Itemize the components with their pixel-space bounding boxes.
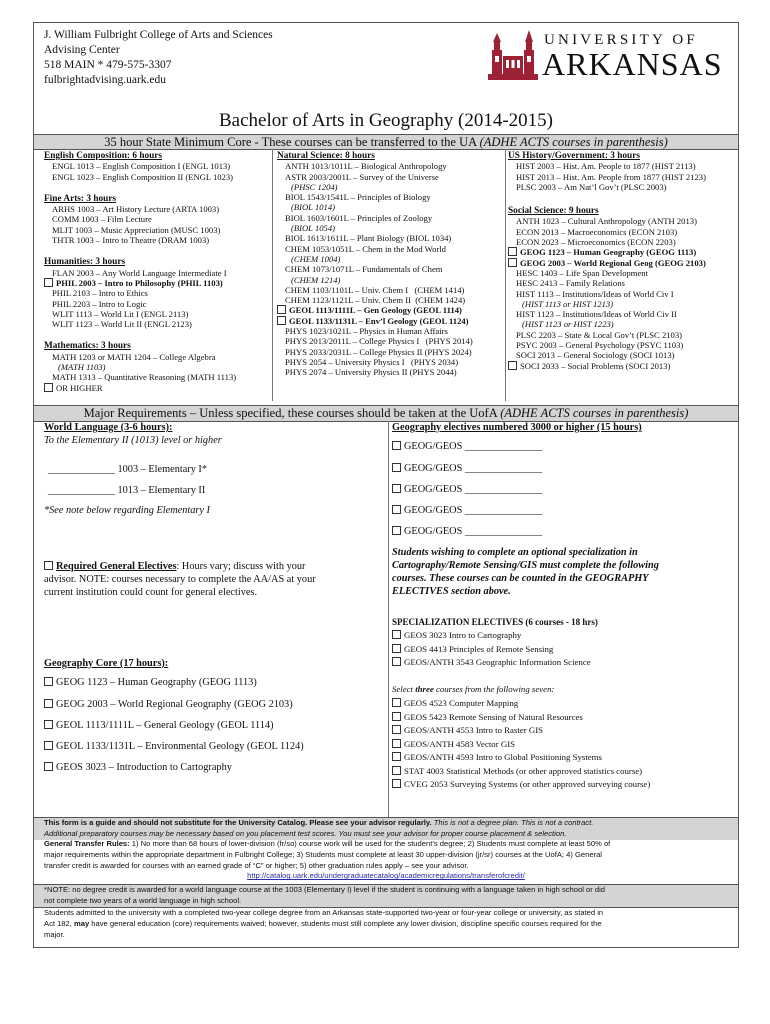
catalog-link[interactable]: http://catalog.uark.edu/undergraduatecatalog/academicregulations/transferofcredit/ bbox=[247, 871, 525, 881]
course-flan2003: FLAN 2003 – Any World Language Intermediate I bbox=[52, 267, 227, 278]
course-phil2203: PHIL 2203 – Intro to Logic bbox=[52, 298, 147, 309]
course-arhs1003: ARHS 1003 – Art History Lecture (ARTA 1003) bbox=[52, 204, 220, 215]
us-history-heading: US History/Government: 3 hours bbox=[508, 151, 640, 161]
major-bar-text: Major Requirements – Unless specified, these courses should be taken at the UofA bbox=[83, 406, 498, 420]
course-chem1123: CHEM 1123/1121L – Univ. Chem II (CHEM 1424) bbox=[285, 295, 466, 306]
course-soci2013: SOCI 2013 – General Sociology (SOCI 1013) bbox=[516, 350, 675, 361]
course-hist2013: HIST 2013 – Hist. Am. People from 1877 (HIST 2123) bbox=[516, 171, 706, 182]
course-psyc2003: PSYC 2003 – General Psychology (PSYC 1103) bbox=[516, 340, 684, 351]
footer-transfer bbox=[34, 839, 738, 882]
college-address bbox=[44, 28, 273, 88]
checkbox[interactable] bbox=[392, 739, 401, 748]
course-phys1023: PHYS 1023/1021L – Physics in Human Affairs bbox=[285, 326, 448, 337]
checkbox[interactable] bbox=[277, 305, 286, 314]
core-divider-2 bbox=[505, 149, 506, 401]
core-row-geos3023[interactable]: GEOS 3023 – Introduction to Cartography bbox=[44, 762, 232, 773]
course-soci2033: SOCI 2033 – Social Problems (SOCI 2013) bbox=[508, 361, 736, 371]
specialization-intro bbox=[392, 546, 659, 598]
advising-center: Advising Center bbox=[44, 44, 120, 56]
core-bar-text: 35 hour State Minimum Core - These courses can be transferred to the UA bbox=[104, 135, 477, 149]
course-biol1613: BIOL 1613/1611L – Plant Biology (BIOL 1034) bbox=[285, 233, 452, 244]
elective-row-5[interactable]: GEOG/GEOS _______________ bbox=[392, 526, 542, 537]
checkbox[interactable] bbox=[392, 630, 401, 639]
note-line-1: *NOTE: no degree credit is awarded for a world language course at the 1003 (Elementary I) level if the student is continuing with a language taken in high school or did bbox=[44, 885, 605, 894]
checkbox[interactable] bbox=[392, 752, 401, 761]
course-phil2003: PHIL 2003 – Intro to Philosophy (PHIL 1103) bbox=[44, 278, 269, 288]
lang-elementary-i[interactable]: _____________ 1003 – Elementary I* bbox=[48, 464, 208, 475]
transfer-text-3: transfer credit is awarded for courses with an earned grade of “C” or higher; 5) other graduation rules apply – see your advisor. bbox=[44, 860, 469, 870]
spec-options-list bbox=[392, 697, 650, 792]
admission-line-3: major. bbox=[44, 929, 65, 939]
electives-block bbox=[392, 421, 642, 434]
spec-intro-1: Students wishing to complete an optional specialization in bbox=[392, 547, 638, 558]
spec-opt-3[interactable]: GEOS/ANTH 4553 Intro to Raster GIS bbox=[392, 724, 650, 738]
social-science-heading: Social Science: 9 hours bbox=[508, 206, 599, 217]
course-hesc1403: HESC 1403 – Life Span Development bbox=[516, 267, 648, 278]
course-biol1603-acts: (BIOL 1054) bbox=[291, 223, 336, 234]
checkbox[interactable] bbox=[392, 505, 401, 514]
course-phys2054: PHYS 2054 – University Physics I (PHYS 2034) bbox=[285, 356, 459, 367]
course-geog2003: GEOG 2003 – World Regional Geog (GEOG 2103) bbox=[508, 258, 736, 268]
checkbox[interactable] bbox=[44, 278, 53, 287]
checkbox[interactable] bbox=[44, 561, 53, 570]
math-heading: Mathematics: 3 hours bbox=[44, 341, 131, 352]
course-astr2003: ASTR 2003/2001L – Survey of the Universe bbox=[285, 171, 439, 182]
footer-admission: Students admitted to the university with a completed two-year college degree from an Arkansas state-supported two-year or four-year college or university, as stated in Act 182, may have general education (core) requirements waived; however, students must still complete any lower division, discipline specific courses required for the major. bbox=[34, 908, 738, 940]
elective-row-3[interactable]: GEOG/GEOS _______________ bbox=[392, 484, 542, 495]
checkbox[interactable] bbox=[392, 766, 401, 775]
spec-intro-3: courses. These courses can be counted in the GEOGRAPHY bbox=[392, 573, 649, 584]
general-electives-block bbox=[44, 560, 316, 599]
checkbox[interactable] bbox=[392, 712, 401, 721]
general-electives-heading: Required General Electives bbox=[56, 561, 177, 572]
course-phys2013: PHYS 2013/2011L – College Physics I (PHYS 2014) bbox=[285, 336, 473, 347]
spec-opt-5[interactable]: GEOS/ANTH 4593 Intro to Global Positioning Systems bbox=[392, 751, 650, 765]
logo-university-of: UNIVERSITY OF bbox=[544, 32, 698, 48]
admission-line-1: Students admitted to the university with a completed two-year college degree from an Arkansas state-supported two-year or four-year college or university, as stated in bbox=[44, 908, 604, 917]
general-electives-text-1: : Hours vary; discuss with your bbox=[176, 561, 306, 572]
course-math1313: MATH 1313 – Quantitative Reasoning (MATH 1113) bbox=[52, 372, 237, 383]
core-column-middle bbox=[277, 151, 503, 378]
lang-elementary-ii[interactable]: _____________ 1013 – Elementary II bbox=[48, 485, 206, 496]
course-engl1023: ENGL 1023 – English Composition II (ENGL 1023) bbox=[52, 171, 234, 182]
course-anth1013: ANTH 1013/1011L – Biological Anthropology bbox=[285, 161, 447, 172]
general-electives-text-2: advisor. NOTE: courses necessary to complete the AA/AS at your bbox=[44, 574, 316, 585]
course-mlit1003: MLIT 1003 – Music Appreciation (MUSC 1003) bbox=[52, 224, 221, 235]
university-logo bbox=[486, 30, 726, 82]
world-language-sub: To the Elementary II (1013) level or higher bbox=[44, 435, 222, 446]
spec-required-list bbox=[392, 629, 591, 670]
course-or-higher: OR HIGHER bbox=[44, 383, 269, 393]
transfer-text-1: 1) No more than 68 hours of lower-division (fr/so) course work will be used for the student’s degree; 2) Students must complete at least 50% of bbox=[129, 839, 611, 848]
old-main-icon bbox=[486, 30, 540, 82]
course-geog1123: GEOG 1123 – Human Geography (GEOG 1113) bbox=[508, 247, 736, 257]
checkbox[interactable] bbox=[392, 657, 401, 666]
general-electives-text-3: current institution could count for general electives. bbox=[44, 587, 258, 598]
course-chem1053: CHEM 1053/1051L – Chem in the Mod World bbox=[285, 243, 446, 254]
course-chem1103: CHEM 1103/1101L – Univ. Chem I (CHEM 1414) bbox=[285, 284, 465, 295]
course-astr2003-acts: (PHSC 1204) bbox=[291, 181, 338, 192]
checkbox[interactable] bbox=[44, 720, 53, 729]
checkbox[interactable] bbox=[392, 441, 401, 450]
spec-select-instruction: Select three courses from the following seven: bbox=[392, 684, 555, 694]
course-plsc2003: PLSC 2003 – Am Nat’l Gov’t (PLSC 2003) bbox=[516, 181, 667, 192]
course-hist1123-acts: (HIST 1123 or HIST 1223) bbox=[522, 319, 614, 330]
guide-italic: This is not a degree plan. This is not a contract. bbox=[431, 818, 594, 827]
world-language-block bbox=[44, 421, 222, 447]
checkbox[interactable] bbox=[392, 698, 401, 707]
major-section-bar bbox=[34, 405, 738, 422]
core-column-right bbox=[508, 151, 736, 371]
guide-line2: Additional preparatory courses may be necessary based on you placement test scores. You must see your advisor for proper course placement & selection. bbox=[44, 828, 567, 838]
core-section-bar bbox=[34, 134, 738, 150]
course-phil2103: PHIL 2103 – Intro to Ethics bbox=[52, 288, 148, 299]
course-chem1073: CHEM 1073/1071L – Fundamentals of Chem bbox=[285, 264, 443, 275]
spec-req-2[interactable]: GEOS 4413 Principles of Remote Sensing bbox=[392, 643, 591, 657]
core-divider-1 bbox=[272, 149, 273, 401]
world-language-heading: World Language (3-6 hours): bbox=[44, 422, 173, 433]
checkbox[interactable] bbox=[392, 644, 401, 653]
electives-heading: Geography electives numbered 3000 or higher (15 hours) bbox=[392, 422, 642, 433]
spec-opt-1[interactable]: GEOS 4523 Computer Mapping bbox=[392, 697, 650, 711]
course-geol1133: GEOL 1133/1131L – Env’l Geology (GEOL 1124) bbox=[277, 316, 503, 326]
course-plsc2203: PLSC 2203 – State & Local Gov’t (PLSC 2103) bbox=[516, 329, 682, 340]
geography-core-block bbox=[44, 657, 168, 670]
checkbox[interactable] bbox=[392, 725, 401, 734]
core-column-left bbox=[44, 151, 269, 393]
spec-intro-4: ELECTIVES section above. bbox=[392, 586, 511, 597]
core-row-geog1123[interactable]: GEOG 1123 – Human Geography (GEOG 1113) bbox=[44, 677, 257, 688]
footer-guide bbox=[34, 817, 738, 840]
course-engl1013: ENGL 1013 – English Composition I (ENGL 1013) bbox=[52, 161, 231, 172]
humanities-heading: Humanities: 3 hours bbox=[44, 257, 126, 268]
advising-url: fulbrightadvising.uark.edu bbox=[44, 74, 167, 86]
core-row-geol1133[interactable]: GEOL 1133/1131L – Environmental Geology (GEOL 1124) bbox=[44, 741, 304, 752]
course-biol1543: BIOL 1543/1541L – Principles of Biology bbox=[285, 192, 431, 203]
college-name: J. William Fulbright College of Arts and Sciences bbox=[44, 29, 273, 41]
footer-note bbox=[34, 884, 738, 908]
checkbox[interactable] bbox=[392, 526, 401, 535]
page-title: Bachelor of Arts in Geography (2014-2015) bbox=[218, 110, 553, 131]
checkbox[interactable] bbox=[44, 677, 53, 686]
course-math1203: MATH 1203 or MATH 1204 – College Algebra bbox=[52, 351, 216, 362]
core-row-geog2003[interactable]: GEOG 2003 – World Regional Geography (GEOG 2103) bbox=[44, 699, 293, 710]
geography-core-heading: Geography Core (17 hours): bbox=[44, 658, 169, 669]
checkbox[interactable] bbox=[44, 383, 53, 392]
spec-electives-heading: SPECIALIZATION ELECTIVES (6 courses - 18 hrs) bbox=[392, 617, 598, 627]
spec-req-3[interactable]: GEOS/ANTH 3543 Geographic Information Science bbox=[392, 656, 591, 670]
course-hist1113: HIST 1113 – Institutions/Ideas of World Civ I bbox=[516, 288, 674, 299]
course-phys2033: PHYS 2033/2031L – College Physics II (PHYS 2024) bbox=[285, 346, 472, 357]
course-econ2023: ECON 2023 – Microeconomics (ECON 2203) bbox=[516, 237, 676, 248]
checkbox[interactable] bbox=[508, 361, 517, 370]
checkbox[interactable] bbox=[44, 741, 53, 750]
course-chem1073-acts: (CHEM 1214) bbox=[291, 274, 341, 285]
course-biol1543-acts: (BIOL 1014) bbox=[291, 202, 336, 213]
english-heading: English Composition: 6 hours bbox=[44, 151, 163, 161]
guide-bold: This form is a guide and should not substitute for the University Catalog. Please see your advisor regularly. bbox=[44, 818, 432, 827]
elective-row-4[interactable]: GEOG/GEOS _______________ bbox=[392, 505, 542, 516]
course-hist2003: HIST 2003 – Hist. Am. People to 1877 (HIST 2113) bbox=[516, 161, 696, 172]
course-thtr1003: THTR 1003 – Intro to Theatre (DRAM 1003) bbox=[52, 235, 210, 246]
checkbox[interactable] bbox=[392, 463, 401, 472]
course-comm1003: COMM 1003 – Film Lecture bbox=[52, 214, 152, 225]
course-phys2074: PHYS 2074 – University Physics II (PHYS 2044) bbox=[285, 367, 457, 378]
fine-arts-heading: Fine Arts: 3 hours bbox=[44, 193, 117, 204]
spec-opt-6[interactable]: STAT 4003 Statistical Methods (or other approved statistics course) bbox=[392, 765, 650, 779]
checkbox[interactable] bbox=[392, 484, 401, 493]
course-math1203-acts: (MATH 1103) bbox=[58, 362, 106, 373]
major-divider bbox=[388, 421, 389, 817]
checkbox[interactable] bbox=[392, 779, 401, 788]
logo-arkansas: ARKANSAS bbox=[542, 46, 723, 82]
checkbox[interactable] bbox=[508, 247, 517, 256]
address-phone: 518 MAIN * 479-575-3307 bbox=[44, 59, 172, 71]
checkbox[interactable] bbox=[508, 258, 517, 267]
course-geol1113: GEOL 1113/1111L – Gen Geology (GEOL 1114) bbox=[277, 305, 503, 315]
course-wlit1113: WLIT 1113 – World Lit I (ENGL 2113) bbox=[52, 308, 189, 319]
lang-note: *See note below regarding Elementary I bbox=[44, 505, 210, 516]
course-hesc2413: HESC 2413 – Family Relations bbox=[516, 278, 625, 289]
spec-opt-4[interactable]: GEOS/ANTH 4583 Vector GIS bbox=[392, 738, 650, 752]
major-bar-note: (ADHE ACTS courses in parenthesis) bbox=[500, 406, 689, 420]
spec-intro-2: Cartography/Remote Sensing/GIS must complete the following bbox=[392, 560, 659, 571]
core-bar-note: (ADHE ACTS courses in parenthesis) bbox=[479, 135, 668, 149]
transfer-bold: General Transfer Rules: bbox=[44, 839, 130, 848]
elective-row-1[interactable]: GEOG/GEOS _______________ bbox=[392, 441, 542, 452]
checkbox[interactable] bbox=[44, 762, 53, 771]
course-econ2013: ECON 2013 – Macroeconomics (ECON 2103) bbox=[516, 226, 678, 237]
spec-opt-7[interactable]: CVEG 2053 Surveying Systems (or other approved surveying course) bbox=[392, 778, 650, 792]
natural-science-heading: Natural Science: 8 hours bbox=[277, 151, 375, 161]
elective-row-2[interactable]: GEOG/GEOS _______________ bbox=[392, 463, 542, 474]
checkbox[interactable] bbox=[44, 699, 53, 708]
course-hist1123: HIST 1123 – Institutions/Ideas of World Civ II bbox=[516, 309, 677, 320]
course-chem1053-acts: (CHEM 1004) bbox=[291, 253, 341, 264]
checkbox[interactable] bbox=[277, 316, 286, 325]
transfer-text-2: major requirements within the appropriate department in Fulbright College; 3) Students must complete at least 30 upper-division (jr/sr) courses at the UofA; 4) General bbox=[44, 849, 602, 859]
course-biol1603: BIOL 1603/1601L – Principles of Zoology bbox=[285, 212, 433, 223]
spec-opt-2[interactable]: GEOS 5423 Remote Sensing of Natural Resources bbox=[392, 711, 650, 725]
note-line-2: not complete two years of a world language in high school. bbox=[44, 895, 242, 905]
course-anth1023: ANTH 1023 – Cultural Anthropology (ANTH 2013) bbox=[516, 216, 697, 227]
spec-req-1[interactable]: GEOS 3023 Intro to Cartography bbox=[392, 629, 591, 643]
core-row-geol1113[interactable]: GEOL 1113/1111L – General Geology (GEOL 1114) bbox=[44, 720, 274, 731]
course-hist1113-acts: (HIST 1113 or HIST 1213) bbox=[522, 298, 614, 309]
course-wlit1123: WLIT 1123 – World Lit II (ENGL 2123) bbox=[52, 319, 192, 330]
